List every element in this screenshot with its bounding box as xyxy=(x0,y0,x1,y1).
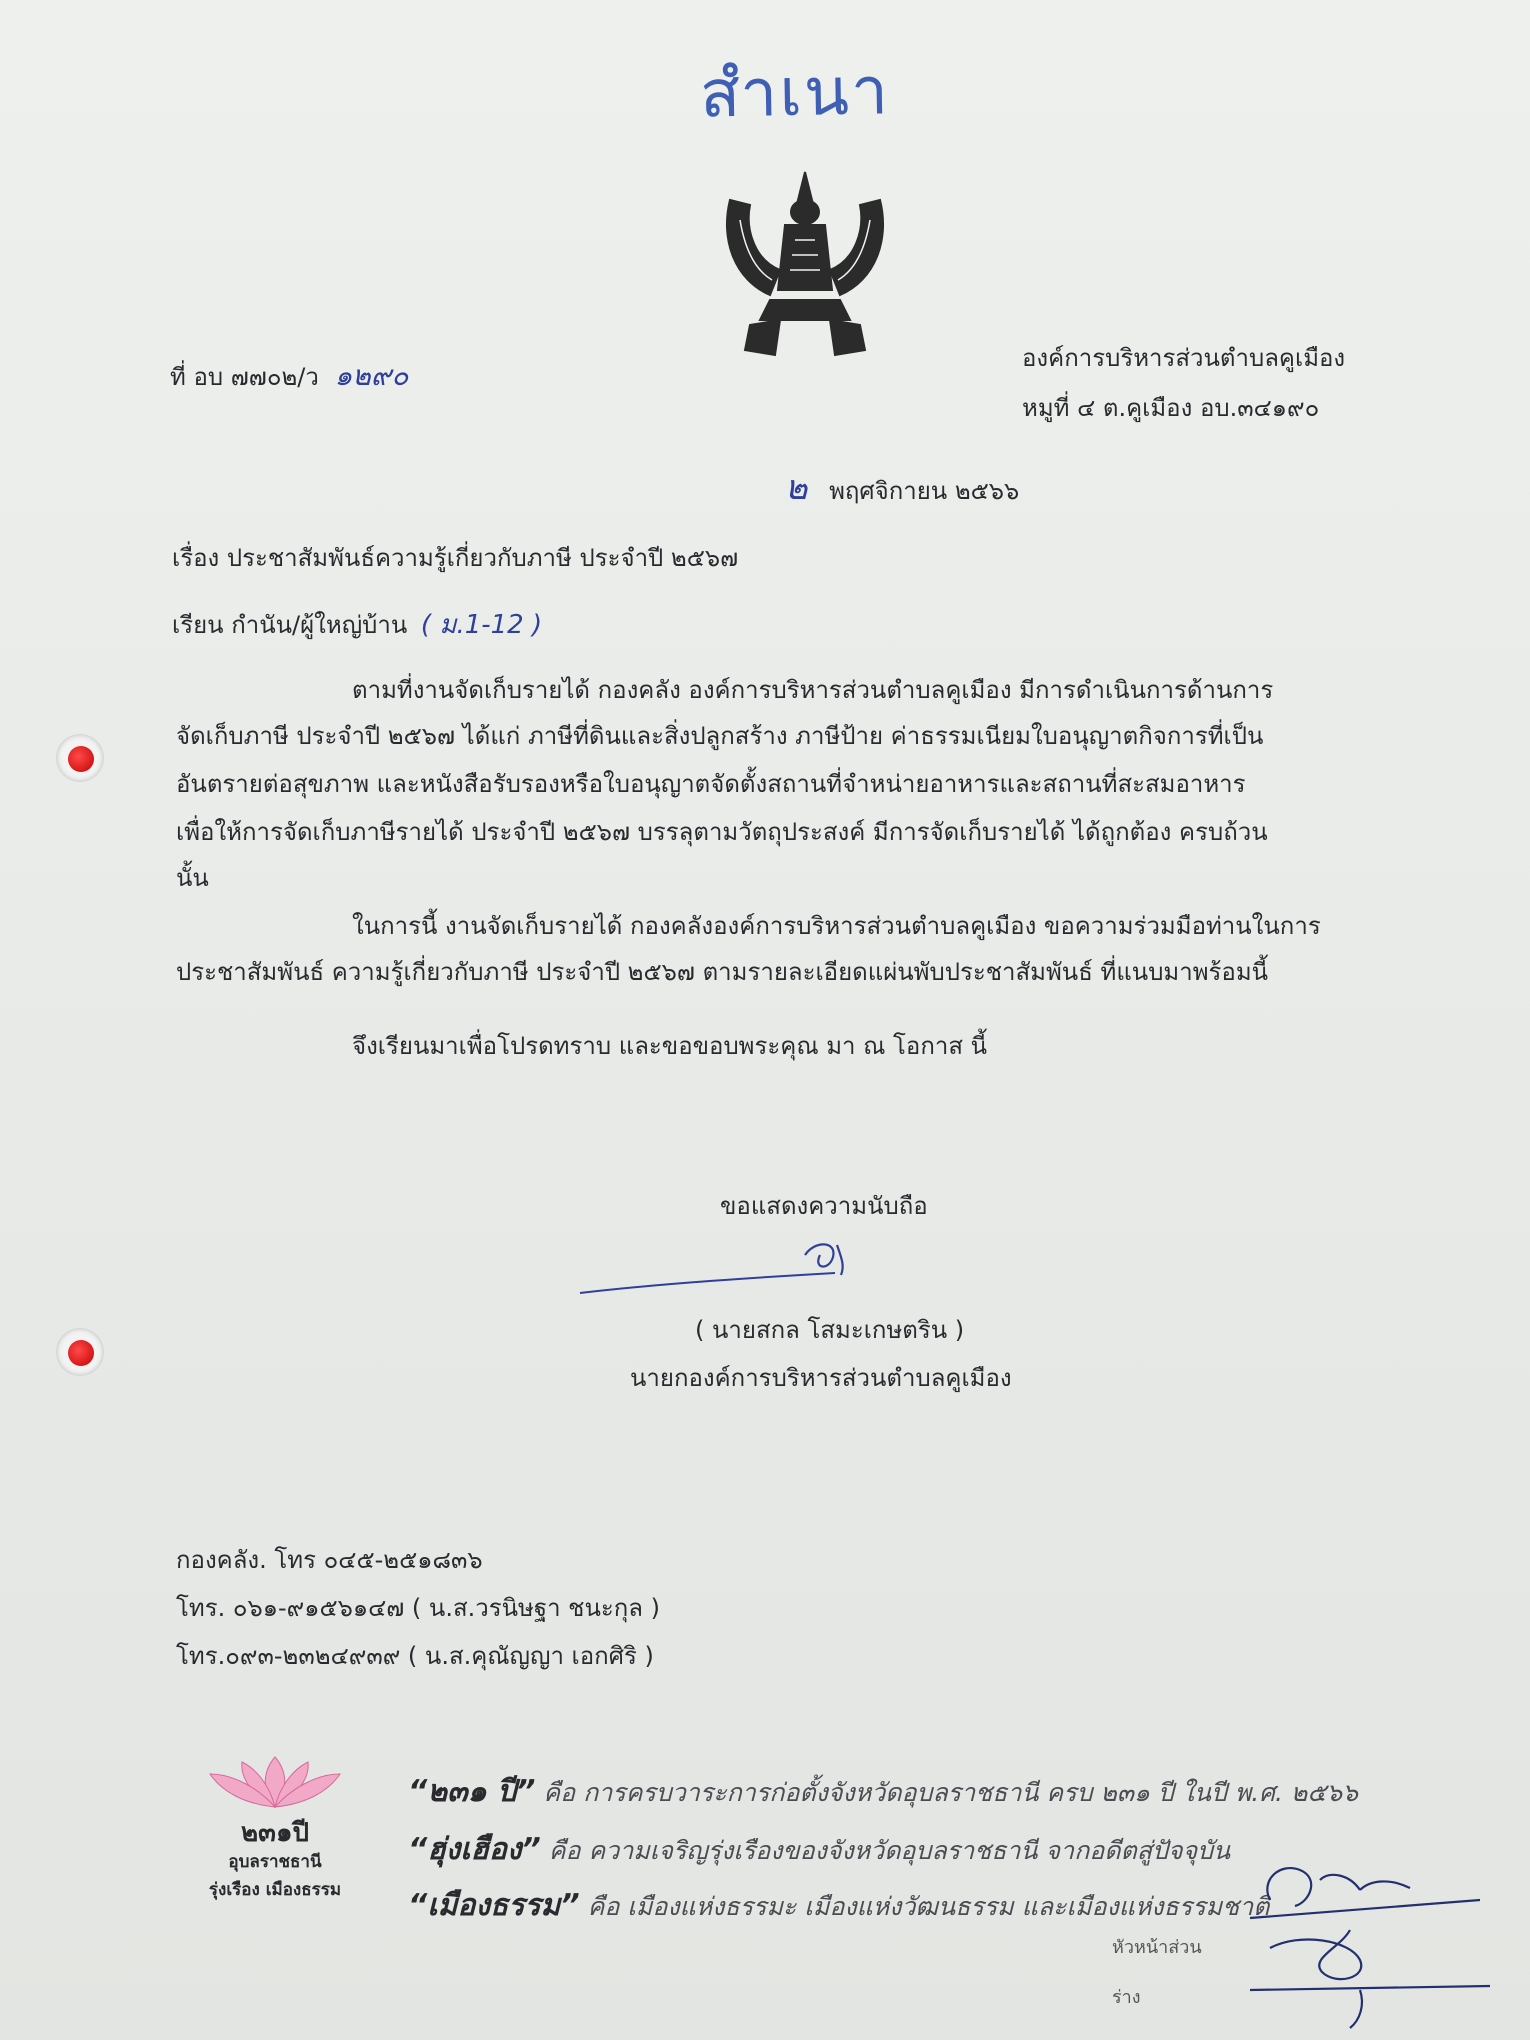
document-date xyxy=(785,460,1019,514)
body-line: ประชาสัมพันธ์ ความรู้เกี่ยวกับภาษี ประจำปี ๒๕๖๗ ตามรายละเอียดแผ่นพับประชาสัมพันธ์ ที่แนบมาพร้อมนี้ xyxy=(176,958,1269,986)
logo-slogan: รุ่งเรือง เมืองธรรม xyxy=(208,1880,342,1900)
reference-prefix: ที่ อบ ๗๗๐๒/ว xyxy=(170,363,319,391)
org-name: องค์การบริหารส่วนตำบลคูเมือง xyxy=(1022,344,1346,372)
motto-line xyxy=(408,1882,1269,1929)
contact-line: กองคลัง. โทร ๐๔๕-๒๕๑๘๓๖ xyxy=(176,1546,483,1574)
motto-key: “เมืองธรรม” xyxy=(408,1888,580,1923)
motto-text: คือ การครบวาระการก่อตั้งจังหวัดอุบลราชธานี ครบ ๒๓๑ ปี ในปี พ.ศ. ๒๕๖๖ xyxy=(543,1778,1359,1807)
punch-hole xyxy=(56,1328,104,1376)
date-month-year: พฤศจิกายน ๒๕๖๖ xyxy=(829,477,1020,505)
initials-signature-icon xyxy=(1240,1840,1500,2030)
signer-name: ( นายสกล โสมะเกษตริน ) xyxy=(695,1316,965,1344)
handwritten-recipient: ( ม.1-12 ) xyxy=(420,610,543,640)
handwritten-day: ๒ xyxy=(785,468,808,508)
motto-key: “๒๓๑ ปี” xyxy=(408,1774,536,1809)
handwritten-reference: ๑๒๙๐ xyxy=(334,359,409,392)
subject-line: เรื่อง ประชาสัมพันธ์ความรู้เกี่ยวกับภาษี ประจำปี ๒๕๖๗ xyxy=(172,544,739,572)
org-address: หมูที่ ๔ ต.คูเมือง อบ.๓๔๑๙๐ xyxy=(1022,394,1320,422)
signer-title: นายกองค์การบริหารส่วนตำบลคูเมือง xyxy=(630,1364,1012,1392)
copy-stamp: สำเนา xyxy=(699,52,891,133)
motto-line xyxy=(408,1768,1358,1815)
body-line: ในการนี้ งานจัดเก็บรายได้ กองคลังองค์การบริหารส่วนตำบลคูเมือง ขอความร่วมมือท่านในการ xyxy=(352,912,1321,940)
body-closing-line: จึงเรียนมาเพื่อโปรดทราบ และขอขอบพระคุณ มา ณ โอกาส นี้ xyxy=(352,1032,988,1060)
body-line: ตามที่งานจัดเก็บรายได้ กองคลัง องค์การบริหารส่วนตำบลคูเมือง มีการดำเนินการด้านการ xyxy=(352,676,1274,704)
signature-icon xyxy=(575,1225,875,1300)
closing-salutation: ขอแสดงความนับถือ xyxy=(720,1192,928,1220)
lotus-logo-icon xyxy=(200,1752,350,1812)
garuda-emblem-icon xyxy=(700,160,910,370)
logo-province: อุบลราชธานี xyxy=(228,1852,322,1872)
punch-hole xyxy=(56,734,104,782)
body-line: นั้น xyxy=(176,864,209,892)
motto-key: “ฮุ่งเฮือง” xyxy=(408,1832,541,1867)
body-line: อันตรายต่อสุขภาพ และหนังสือรับรองหรือใบอนุญาตจัดตั้งสถานที่จำหน่ายอาหารและสถานที่สะสมอาหาร xyxy=(176,770,1246,798)
motto-text: คือ เมืองแห่งธรรมะ เมืองแห่งวัฒนธรรม และเมืองแห่งธรรมชาติ xyxy=(587,1892,1270,1921)
recipient-line xyxy=(172,604,542,645)
motto-line xyxy=(408,1826,1230,1873)
motto-text: คือ ความเจริญรุ่งเรืองของจังหวัดอุบลราชธานี จากอดีตสู่ปัจจุบัน xyxy=(548,1836,1231,1865)
routing-head-label: หัวหน้าส่วน xyxy=(1112,1937,1202,1958)
contact-line: โทร. ๐๖๑-๙๑๕๖๑๔๗ ( น.ส.วรนิษฐา ชนะกุล ) xyxy=(176,1594,660,1622)
logo-years: ๒๓๑ปี xyxy=(241,1818,309,1848)
recipient-label: เรียน กำนัน/ผู้ใหญ่บ้าน xyxy=(172,611,408,639)
reference-number xyxy=(170,354,408,398)
contact-line: โทร.๐๙๓-๒๓๒๔๙๓๙ ( น.ส.คุณัญญา เอกศิริ ) xyxy=(176,1642,654,1670)
body-line: เพื่อให้การจัดเก็บภาษีรายได้ ประจำปี ๒๕๖๗ บรรลุตามวัตถุประสงค์ มีการจัดเก็บรายได้ ได้ถูกต้อง ครบถ้วน xyxy=(176,818,1268,846)
body-line: จัดเก็บภาษี ประจำปี ๒๕๖๗ ได้แก่ ภาษีที่ดินและสิ่งปลูกสร้าง ภาษีป้าย ค่าธรรมเนียมใบอนุญาตกิจการที่เป็น xyxy=(176,722,1264,750)
routing-draft-label: ร่าง xyxy=(1112,1987,1141,2008)
